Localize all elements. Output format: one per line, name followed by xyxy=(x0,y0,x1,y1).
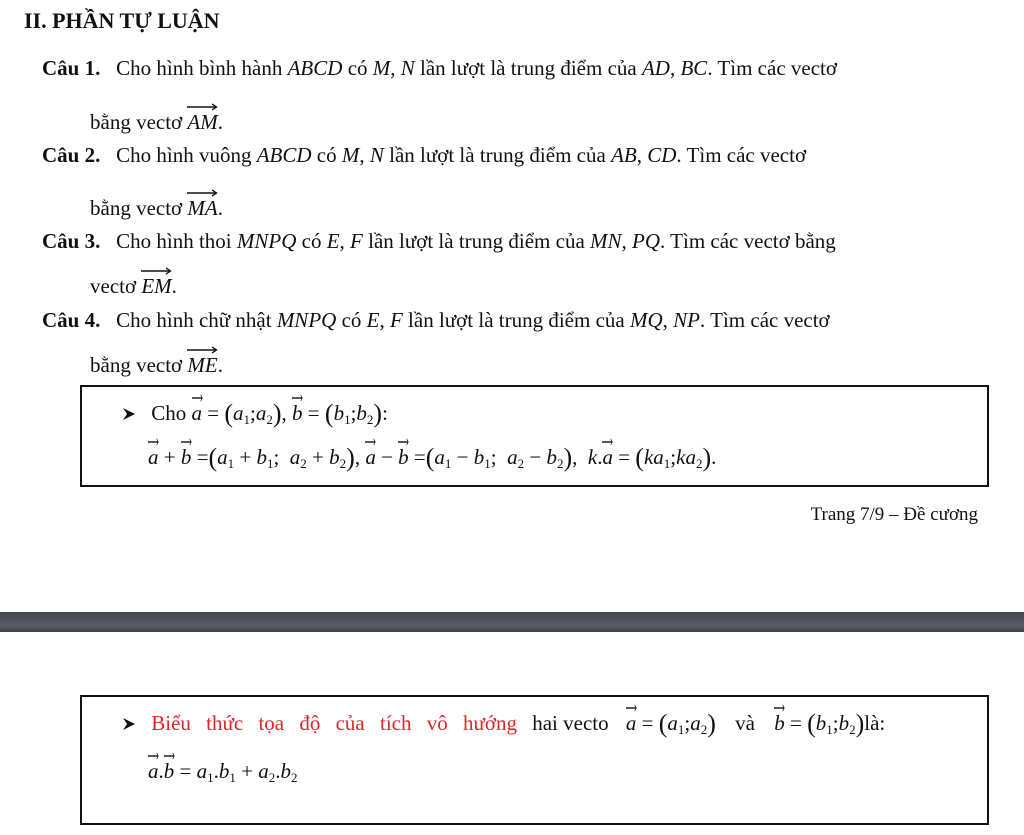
page-separator xyxy=(0,612,1024,632)
arrowhead-bullet-icon xyxy=(122,717,136,731)
formula-line-2: a + $b =(a_1 + b_1$; $a_2 + b_2$), a − $b =(a_1 - b_1$; $a_2 - b_2$), k. $a = (ka_1;ka_2)$. xyxy=(148,443,716,473)
dot-product-title: Biểu thức tọa độ của tích vô hướng xyxy=(151,711,517,735)
arrowhead-bullet-icon xyxy=(122,407,136,421)
question-text: Cho hình chữ nhật MNPQ có E, F lần lượt là trung điểm của MQ, NP. Tìm các vectơ xyxy=(105,308,830,332)
dot-product-box xyxy=(80,695,989,825)
question-4 xyxy=(42,308,830,333)
question-1-line2: bằng vectơ AM. xyxy=(90,110,223,135)
page-footer: Trang 7/9 – Đề cương xyxy=(810,504,978,525)
dot-product-formula: a. $b = a_1.b_1 + a_2.b_2$ xyxy=(148,759,297,784)
question-number: Câu 3. xyxy=(42,229,101,253)
question-1 xyxy=(42,56,837,81)
section-title: II. PHẦN TỰ LUẬN xyxy=(24,8,220,33)
question-text: Cho hình bình hành ABCD có M, N lần lượt là trung điểm của AD, BC. Tìm các vectơ xyxy=(105,56,837,80)
formula-line-1: Cho $a = (a_1;a_2)$, $b = (b_1;b_2)$: xyxy=(122,399,388,429)
vector-EM: EM xyxy=(141,274,171,299)
vector-operations-box xyxy=(80,385,989,487)
question-4-line2: bằng vectơ ME. xyxy=(90,353,223,378)
question-number: Câu 1. xyxy=(42,56,101,80)
question-number: Câu 4. xyxy=(42,308,101,332)
question-3 xyxy=(42,229,836,254)
question-3-line2: vectơ EM. xyxy=(90,274,177,299)
formula-vectors-def: $a = (a_1;a_2)$, $b = (b_1;b_2)$: xyxy=(192,401,388,425)
vector-ME: ME xyxy=(187,353,217,378)
vector-MA: MA xyxy=(187,196,217,221)
dot-product-line-1: Biểu thức tọa độ của tích vô hướng hai vecto $a = (a_1;a_2)$ và $b = (b_1;b_2)là$: xyxy=(122,709,885,739)
question-2-line2: bằng vectơ MA. xyxy=(90,196,223,221)
question-text: Cho hình thoi MNPQ có E, F lần lượt là trung điểm của MN, PQ. Tìm các vectơ bằng xyxy=(105,229,836,253)
question-text: Cho hình vuông ABCD có M, N lần lượt là trung điểm của AB, CD. Tìm các vectơ xyxy=(105,143,807,167)
question-number: Câu 2. xyxy=(42,143,101,167)
question-2 xyxy=(42,143,806,168)
vector-AM: AM xyxy=(187,110,217,135)
